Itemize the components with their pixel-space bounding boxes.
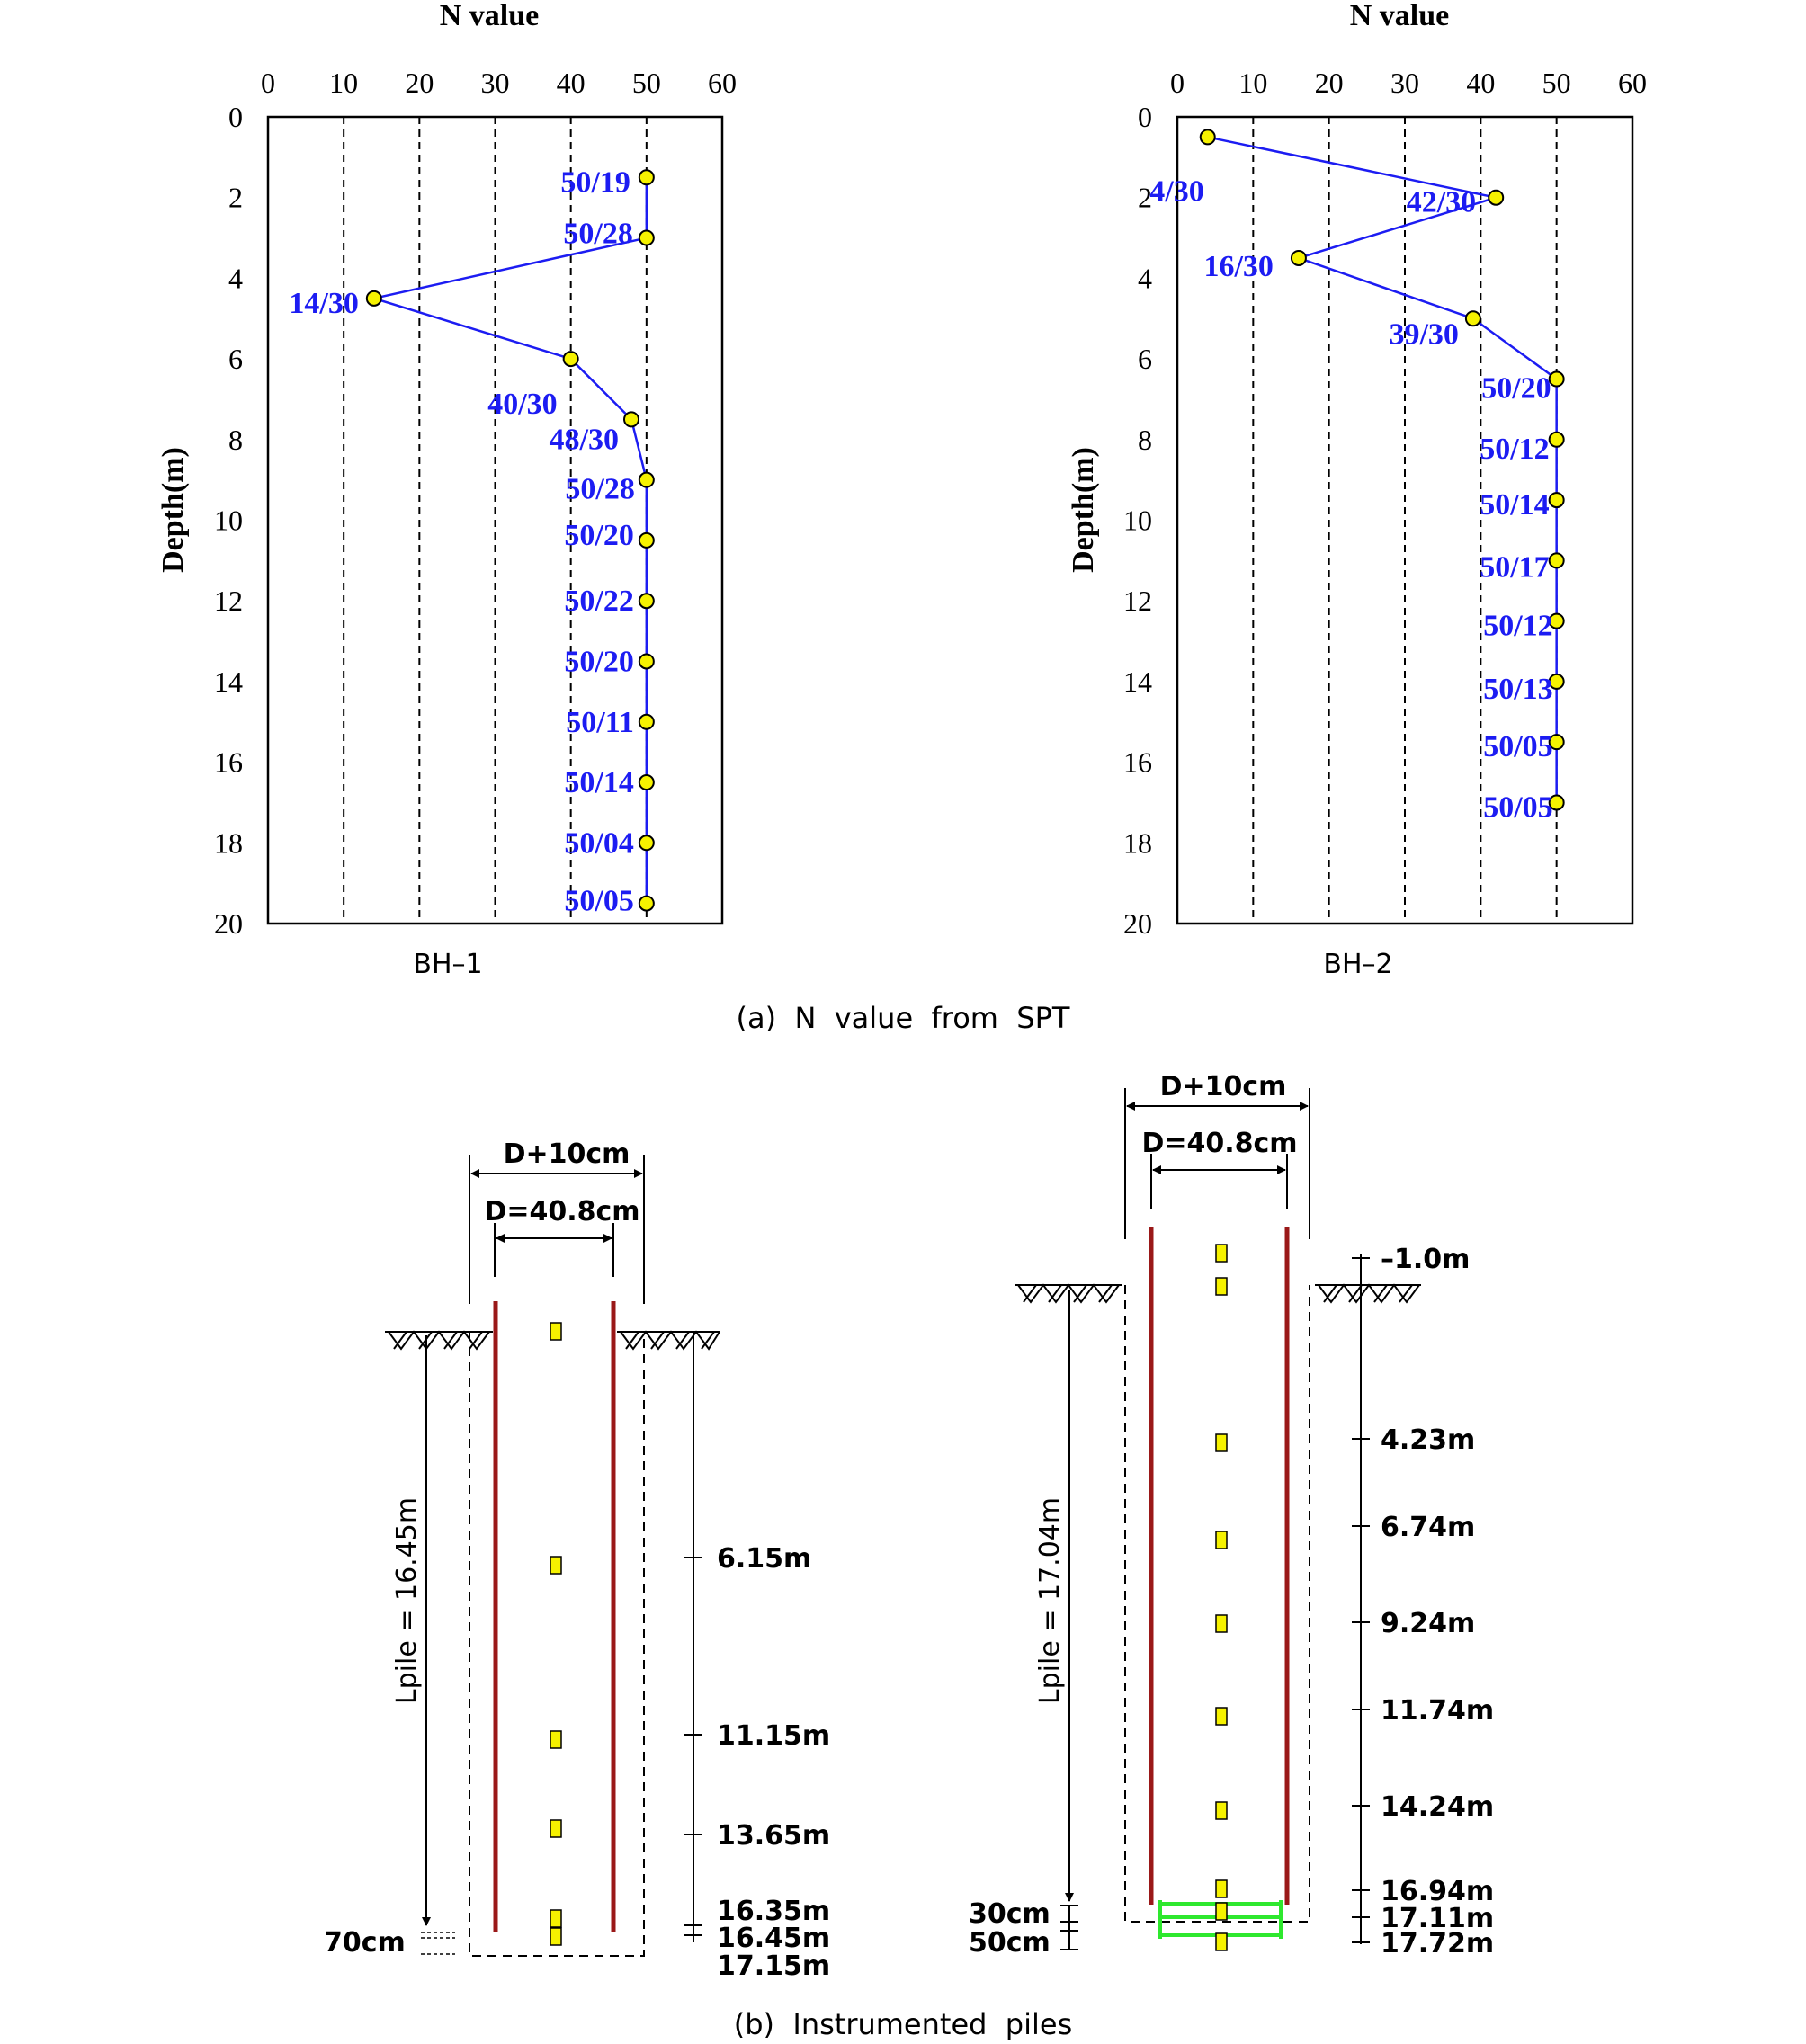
data-point — [639, 170, 654, 184]
outer-width-label: D+10cm — [503, 1138, 630, 1170]
data-label: 48/30 — [549, 423, 619, 457]
data-point — [1201, 129, 1215, 144]
data-point — [639, 775, 654, 790]
strain-gauges — [1216, 1245, 1227, 1950]
y-tick-label: 20 — [1123, 907, 1152, 940]
data-point — [367, 291, 381, 306]
bottom-offset-label: 30cm — [969, 1898, 1051, 1930]
x-tick-label: 50 — [631, 67, 661, 99]
data-label: 4/30 — [1149, 174, 1204, 209]
y-tick-label: 8 — [1138, 423, 1152, 456]
bottom-offset-label: 70cm — [324, 1927, 406, 1959]
ground-surface-right — [617, 1332, 720, 1349]
y-tick-label: 16 — [1123, 745, 1152, 779]
data-label: 50/28 — [565, 472, 635, 506]
x-tick-label: 10 — [1238, 67, 1268, 99]
y-tick-label: 20 — [214, 907, 243, 940]
y-axis-label: Depth(m) — [1067, 447, 1100, 573]
x-tick-label: 10 — [329, 67, 359, 99]
depth-label: 17.11m — [1381, 1903, 1495, 1934]
depth-label: 14.24m — [1381, 1791, 1495, 1823]
data-point — [639, 231, 654, 245]
y-tick-label: 18 — [214, 826, 243, 860]
bottom-offset-marks — [1060, 1906, 1078, 1950]
y-tick-label: 0 — [228, 101, 243, 133]
data-point — [1466, 311, 1480, 326]
y-tick-label: 18 — [1123, 826, 1152, 860]
data-point — [639, 715, 654, 729]
data-label: 42/30 — [1406, 185, 1477, 219]
data-label: 50/22 — [564, 585, 634, 619]
pile-length-label: Lpile = 16.45m — [391, 1496, 423, 1705]
pile-length-label: Lpile = 17.04m — [1034, 1496, 1066, 1705]
data-point — [1550, 553, 1564, 567]
depth-label: 17.72m — [1381, 1928, 1495, 1959]
ground-surface-right — [1315, 1285, 1421, 1302]
chart-caption: BH–1 — [413, 949, 483, 980]
data-label: 50/19 — [560, 165, 630, 200]
y-tick-label: 2 — [1138, 181, 1152, 214]
data-label: 40/30 — [487, 388, 558, 422]
chart-bh1 — [156, 0, 737, 980]
y-tick-label: 4 — [228, 262, 243, 295]
data-label: 50/28 — [563, 217, 633, 251]
data-point — [639, 533, 654, 548]
depth-label: 11.74m — [1381, 1695, 1495, 1727]
chart-title: N value — [439, 0, 540, 32]
depth-label: 6.15m — [717, 1543, 812, 1575]
x-tick-label: 50 — [1542, 67, 1571, 99]
chart-bh2 — [1067, 0, 1647, 980]
data-label: 50/17 — [1480, 550, 1550, 585]
x-tick-label: 30 — [480, 67, 510, 99]
x-tick-label: 30 — [1390, 67, 1419, 99]
data-label: 50/14 — [564, 766, 634, 800]
y-tick-label: 12 — [1123, 585, 1152, 618]
data-label: 50/05 — [1483, 790, 1553, 825]
y-tick-label: 10 — [1123, 504, 1152, 537]
y-tick-label: 12 — [214, 585, 243, 618]
inner-width-label: D=40.8cm — [1141, 1128, 1298, 1159]
data-label: 50/14 — [1480, 488, 1550, 522]
depth-label: 6.74m — [1381, 1512, 1476, 1543]
x-tick-label: 0 — [1170, 67, 1185, 99]
y-tick-label: 8 — [228, 423, 243, 456]
y-tick-label: 6 — [1138, 343, 1152, 376]
strain-gauges — [550, 1323, 561, 1945]
data-point — [639, 835, 654, 850]
data-label: 50/05 — [564, 884, 634, 918]
depth-label: 17.15m — [717, 1950, 831, 1982]
data-label: 50/20 — [564, 518, 634, 552]
data-point — [639, 594, 654, 608]
x-tick-label: 40 — [1466, 67, 1496, 99]
data-point — [564, 352, 578, 366]
x-tick-label: 60 — [708, 67, 737, 99]
y-tick-label: 0 — [1138, 101, 1152, 133]
depth-label: 4.23m — [1381, 1424, 1476, 1456]
pile-diagram-1 — [324, 1138, 830, 1982]
depth-label: 9.24m — [1381, 1608, 1476, 1639]
chart-caption: BH–2 — [1323, 949, 1393, 980]
bottom-offset-label: 50cm — [969, 1927, 1051, 1959]
data-label: 50/20 — [564, 645, 634, 679]
depth-label: 16.94m — [1381, 1876, 1495, 1907]
y-tick-label: 10 — [214, 504, 243, 537]
y-axis-label: Depth(m) — [156, 447, 190, 573]
y-tick-label: 2 — [228, 181, 243, 214]
data-point — [1292, 251, 1306, 265]
depth-label: –1.0m — [1381, 1244, 1471, 1275]
data-point — [639, 897, 654, 911]
x-tick-label: 40 — [556, 67, 586, 99]
y-tick-label: 4 — [1138, 262, 1152, 295]
data-point — [1550, 372, 1564, 387]
x-tick-label: 60 — [1618, 67, 1647, 99]
chart-title: N value — [1349, 0, 1450, 32]
depth-label: 13.65m — [717, 1820, 831, 1852]
y-tick-label: 16 — [214, 745, 243, 779]
data-label: 16/30 — [1203, 249, 1274, 283]
data-label: 50/11 — [566, 705, 634, 739]
data-point — [624, 412, 639, 426]
data-point — [639, 473, 654, 487]
y-tick-label: 6 — [228, 343, 243, 376]
depth-label: 16.35m — [717, 1896, 831, 1927]
x-tick-label: 0 — [261, 67, 275, 99]
y-tick-label: 14 — [1123, 665, 1152, 698]
caption-b: (b) Instrumented piles — [733, 2007, 1073, 2041]
data-point — [1489, 191, 1503, 205]
outer-width-label: D+10cm — [1159, 1071, 1287, 1102]
ground-surface-left — [385, 1332, 493, 1349]
data-label: 50/12 — [1480, 432, 1550, 466]
data-point — [639, 654, 654, 668]
data-label: 50/20 — [1481, 371, 1551, 406]
data-label: 50/13 — [1483, 672, 1553, 706]
data-label: 14/30 — [289, 286, 359, 320]
y-tick-label: 14 — [214, 665, 243, 698]
data-label: 50/04 — [564, 826, 634, 861]
data-point — [1550, 493, 1564, 507]
pile-diagram-2 — [969, 1071, 1494, 1959]
data-label: 39/30 — [1389, 317, 1459, 352]
data-point — [1550, 433, 1564, 447]
data-label: 50/12 — [1483, 609, 1553, 643]
depth-label: 11.15m — [717, 1720, 831, 1752]
caption-a: (a) N value from SPT — [736, 1001, 1070, 1035]
data-label: 50/05 — [1483, 730, 1553, 764]
x-tick-label: 20 — [1314, 67, 1344, 99]
depth-label: 16.45m — [717, 1923, 831, 1954]
inner-width-label: D=40.8cm — [484, 1196, 640, 1227]
x-tick-label: 20 — [405, 67, 434, 99]
